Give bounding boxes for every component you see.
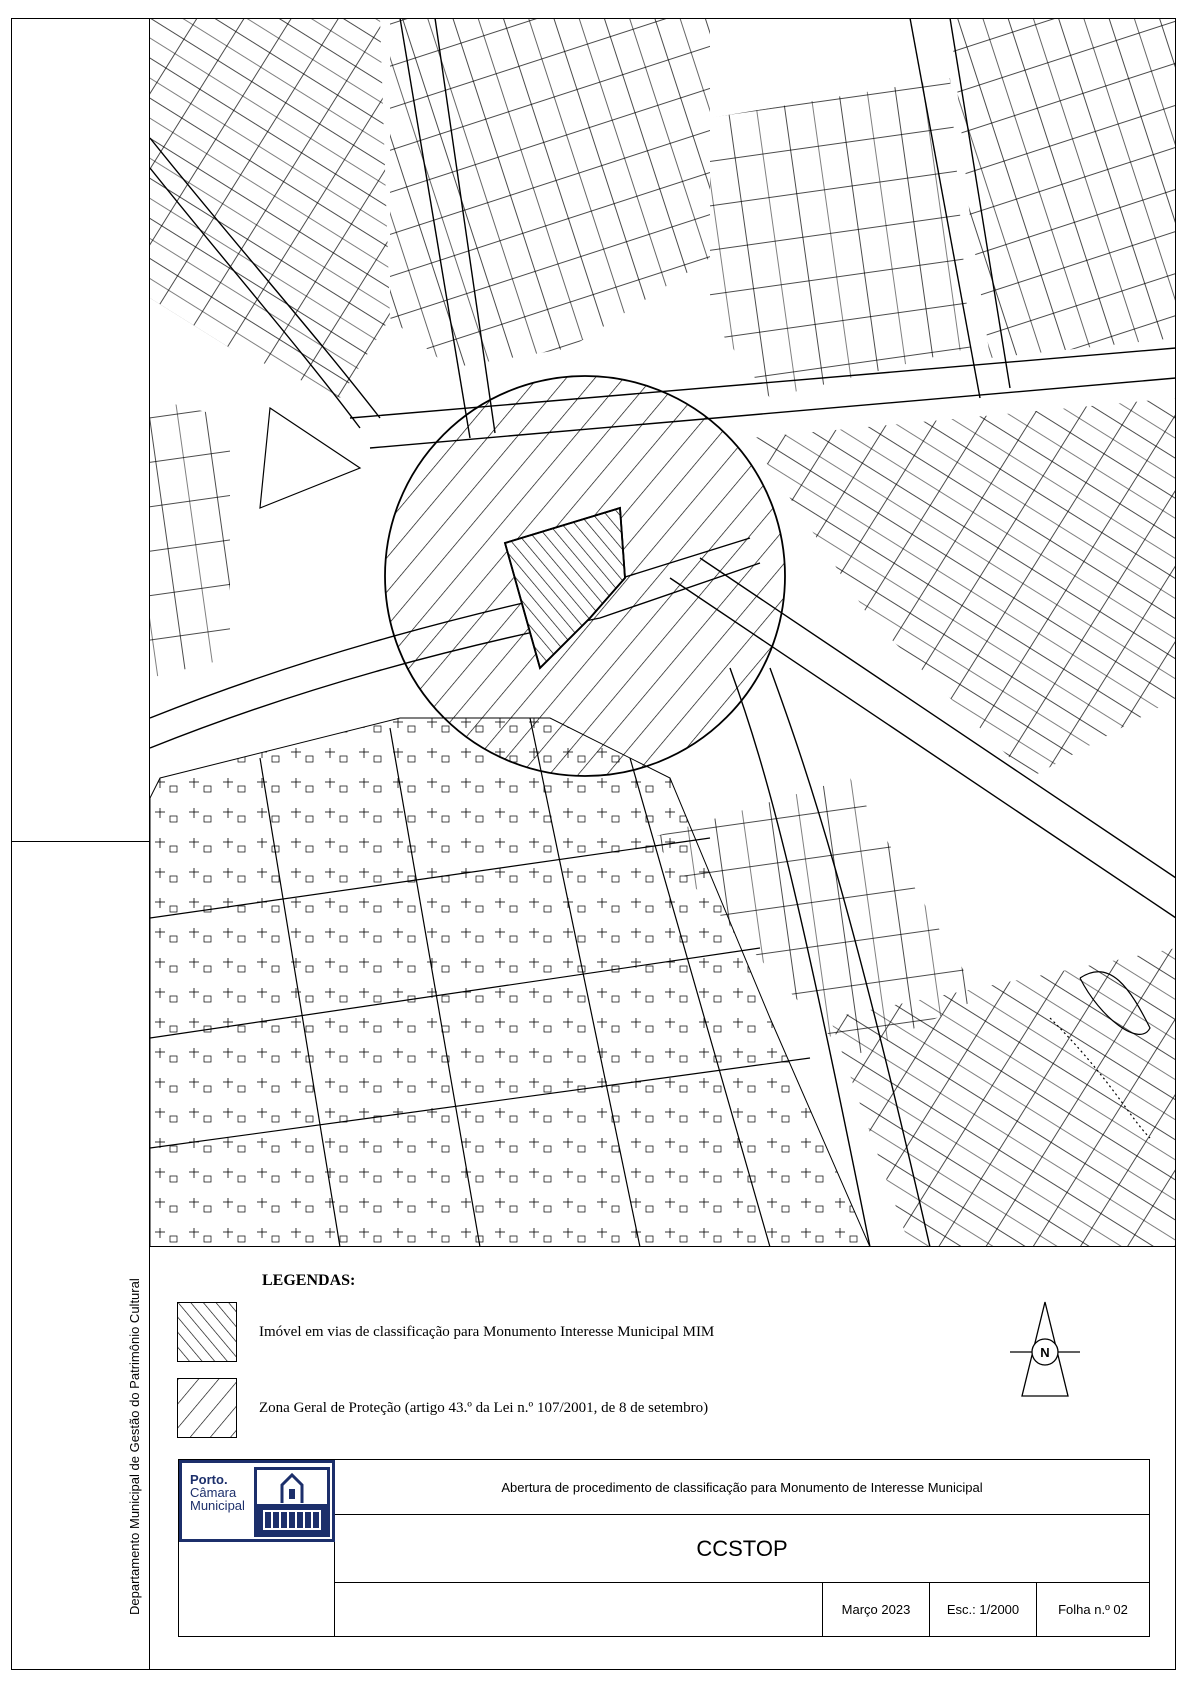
strip-divider: [11, 841, 150, 842]
parcels-upper-right: [710, 78, 970, 398]
project-code: CCSTOP: [335, 1515, 1149, 1583]
legend-item-classified: [177, 1302, 714, 1362]
sheet-cell: Folha n.º 02: [1036, 1583, 1149, 1636]
department-label: Departamento Municipal de Gestão do Patrimônio Cultural: [127, 1278, 142, 1615]
title-block: [178, 1459, 1150, 1637]
parcels-upper-left: [150, 18, 390, 398]
cadastral-map[interactable]: [150, 18, 1176, 1247]
backward-hatch-swatch: [177, 1378, 237, 1438]
parcels-left-mid: [150, 398, 230, 678]
title-block-footer: [335, 1583, 1149, 1636]
porto-logo: Porto. Câmara Municipal: [179, 1460, 335, 1542]
city-hall-icon: [254, 1467, 330, 1537]
legend-item-protection-zone: [177, 1378, 708, 1438]
date-cell: Março 2023: [822, 1583, 929, 1636]
cemetery: [150, 718, 870, 1247]
legend-label-classified: Imóvel em vias de classificação para Monumento Interesse Municipal MIM: [259, 1323, 715, 1340]
logo-cell: [179, 1460, 335, 1636]
north-arrow: [1010, 1300, 1080, 1405]
north-letter: N: [1040, 1345, 1050, 1360]
parcels-top-right: [950, 18, 1176, 358]
parcels-upper-center: [390, 18, 710, 368]
procedure-description: Abertura de procedimento de classificação para Monumento de Interesse Municipal: [335, 1460, 1149, 1515]
traffic-island: [260, 408, 360, 508]
parcels-right-mid: [750, 398, 1176, 778]
legend-label-protection-zone: Zona Geral de Proteção (artigo 43.º da Lei n.º 107/2001, de 8 de setembro): [259, 1399, 709, 1416]
scale-cell: Esc.: 1/2000: [929, 1583, 1036, 1636]
dense-hatch-swatch: [177, 1302, 237, 1362]
legend-title: LEGENDAS:: [262, 1272, 356, 1289]
